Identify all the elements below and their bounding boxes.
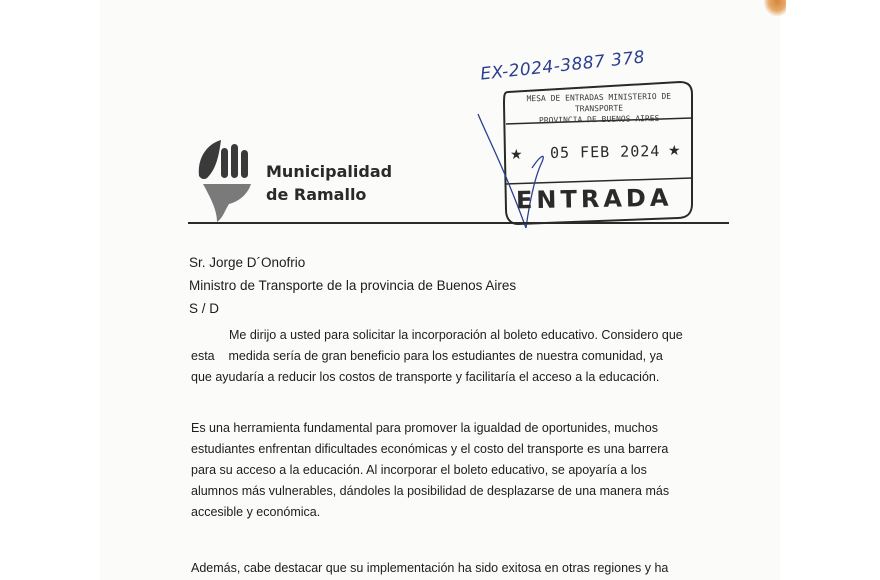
stamp-entrada-label: ENTRADA [515,183,673,215]
stamp-date: 05 FEB 2024 [549,142,661,162]
municipality-name-line1: Municipalidad [266,162,393,181]
handwritten-file-number: EX-2024-3887 378 [479,47,647,85]
stamp-header-line2: PROVINCIA DE BUENOS AIRES [538,113,660,126]
corner-stain [764,0,786,16]
municipality-name [266,160,392,206]
paragraph-line: para su acceso a la educación. Al incorporar el boleto educativo, se apoyaría a los [191,463,647,477]
paragraph-line: estudiantes enfrentan dificultades económicas y el costo del transporte es una barrera [191,442,669,456]
recipient-sd: S / D [189,301,220,316]
left-margin [0,0,100,580]
stamp-header [509,90,690,126]
right-margin [780,0,880,580]
stamp-star-right-icon: ★ [668,142,681,158]
municipality-name-line2: de Ramallo [266,185,367,204]
recipient-title: Ministro de Transporte de la provincia de Buenos Aires [189,278,517,293]
paragraph-2 [191,418,691,523]
leaf-hands-logo-icon [195,138,255,224]
paragraph-line: alumnos más vulnerables, dándoles la posibilidad de desplazarse de una manera más [191,484,670,498]
header-divider [188,222,729,224]
paragraph-line: Además, cabe destacar que su implementación ha sido exitosa en otras regiones y ha [191,561,669,575]
paragraph-1 [191,325,691,388]
stamp-star-left-icon: ★ [510,146,523,162]
paragraph-3 [191,558,691,579]
paragraph-line: Es una herramienta fundamental para promover la igualdad de oportunides, muchos [191,421,658,435]
recipient-name: Sr. Jorge D´Onofrio [189,255,306,270]
paragraph-line: accesible y económica. [191,505,321,519]
paragraph-line: que ayudaría a reducir los costos de transporte y facilitaría el acceso a la educación. [191,370,660,384]
paragraph-line: Me dirijo a usted para solicitar la incorporación al boleto educativo. Considero que [229,328,683,342]
paragraph-line: esta medida sería de gran beneficio para los estudiantes de nuestra comunidad, ya [191,349,663,363]
stamp-header-line1: MESA DE ENTRADAS MINISTERIO DE TRANSPORTE [526,91,672,114]
